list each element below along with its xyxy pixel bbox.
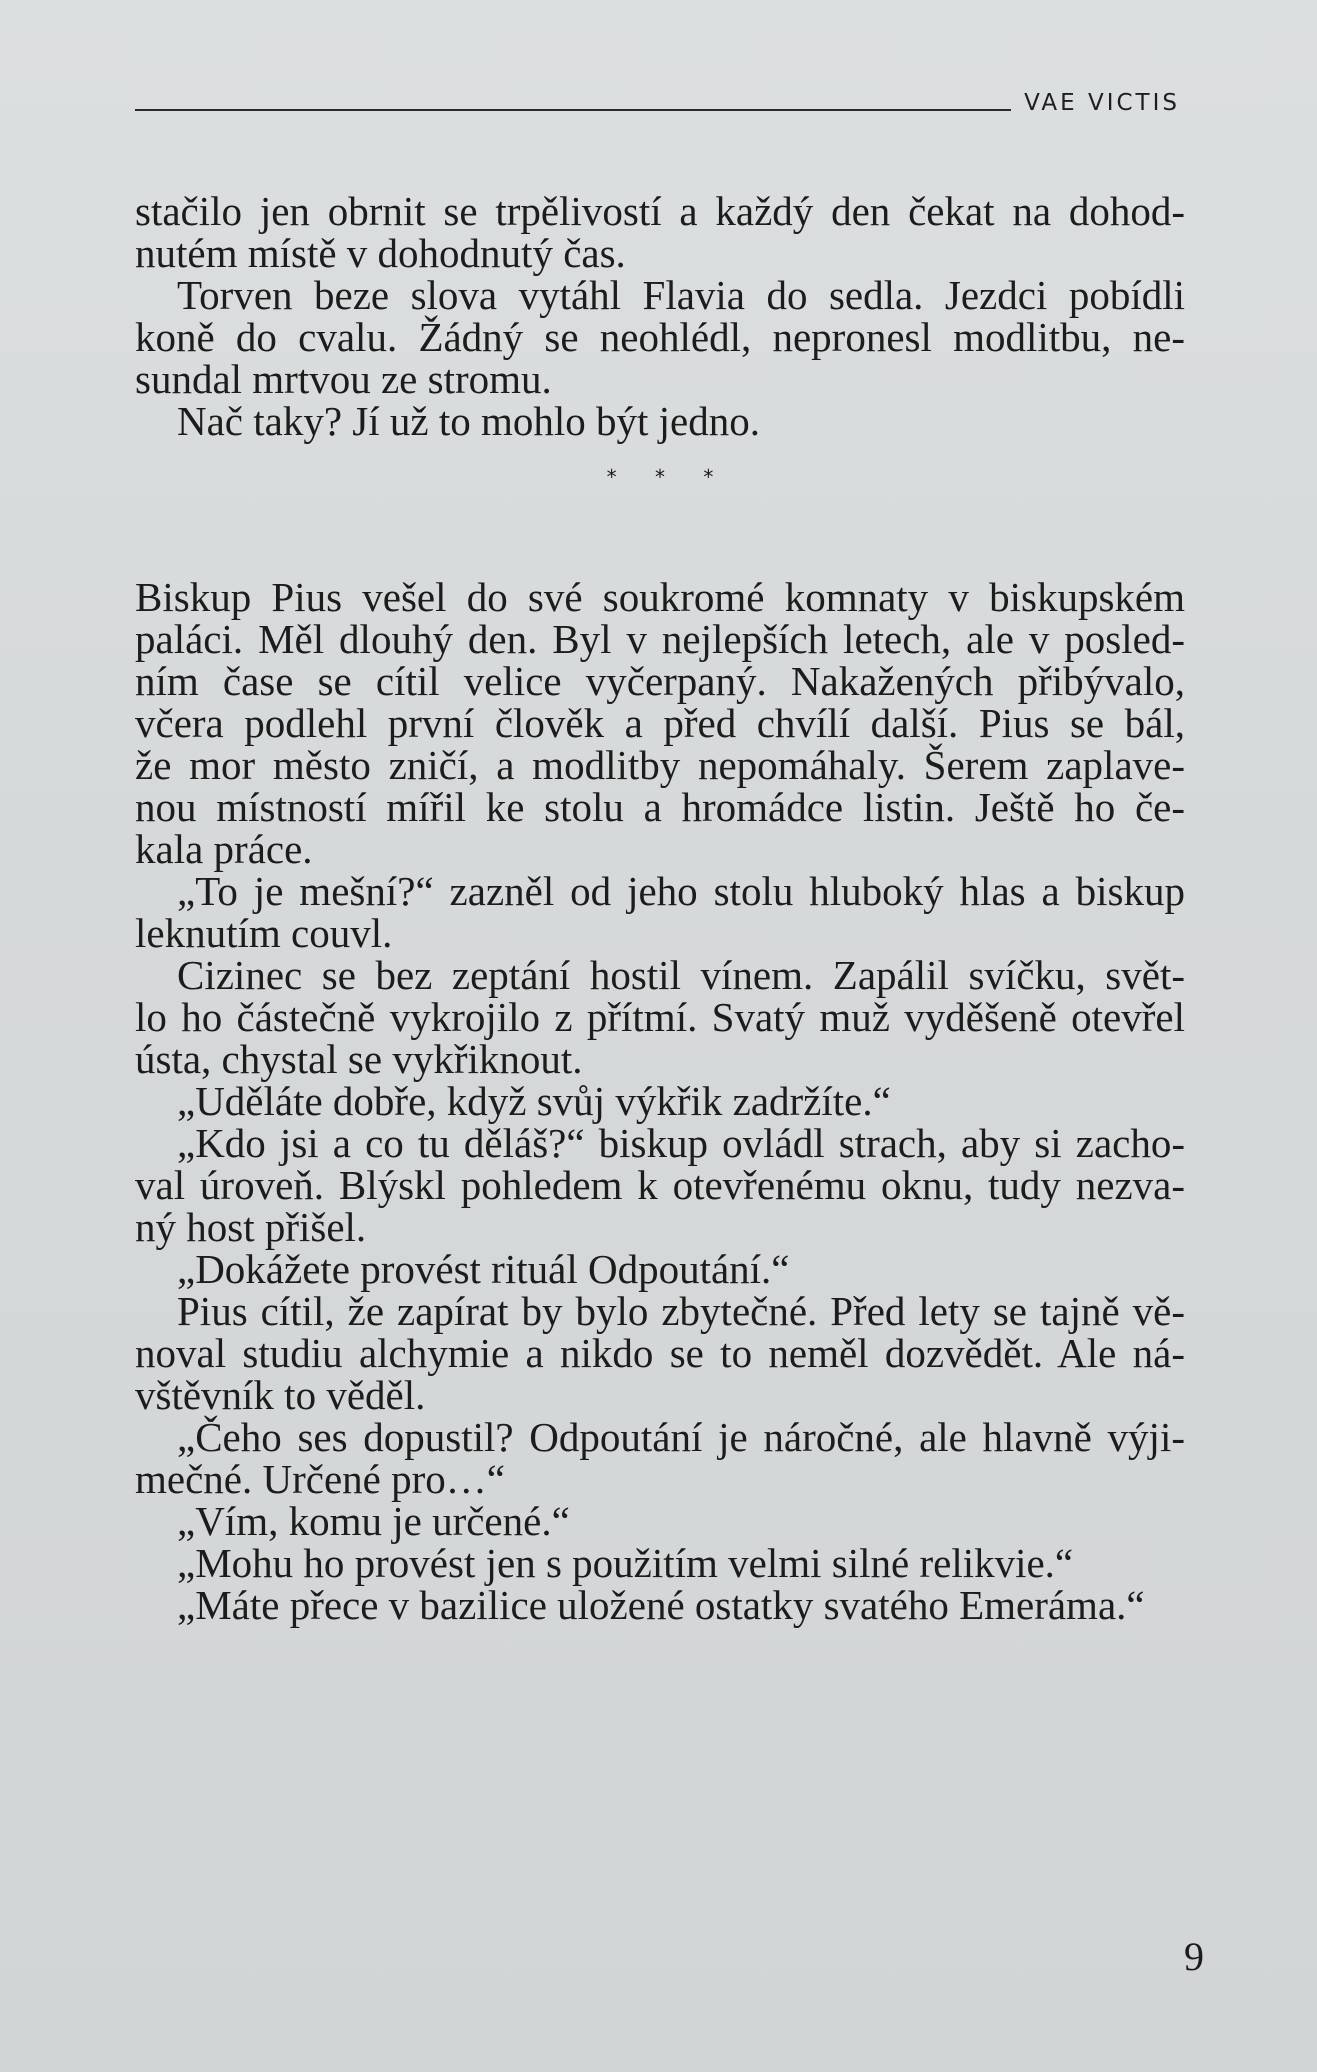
- text-line: kala práce.: [135, 826, 313, 872]
- text-line: paláci. Měl dlouhý den. Byl v nejlepších letech, ale v posled-: [135, 616, 1185, 662]
- text-line: koně do cvalu. Žádný se neohlédl, nepronesl modlitbu, ne-: [135, 314, 1185, 360]
- text-line: „Vím, komu je určené.“: [177, 1498, 570, 1544]
- text-line: „Dokážete provést rituál Odpoutání.“: [177, 1246, 790, 1292]
- page-number: 9: [1184, 1934, 1204, 1979]
- running-head: VAE VICTIS: [1024, 90, 1180, 116]
- text-line: val úroveň. Blýskl pohledem k otevřenému oknu, tudy nezva-: [135, 1162, 1185, 1208]
- section-two: [135, 576, 1185, 1626]
- section-one: [135, 190, 1185, 442]
- text-line: leknutím couvl.: [135, 910, 393, 956]
- text-line: „To je mešní?“ zazněl od jeho stolu hluboký hlas a biskup: [177, 868, 1185, 914]
- text-line: vštěvník to věděl.: [135, 1372, 426, 1418]
- text-line: nutém místě v dohodnutý čas.: [135, 230, 626, 276]
- text-line: „Mohu ho provést jen s použitím velmi silné relikvie.“: [177, 1540, 1074, 1586]
- body-text: [135, 190, 1185, 1626]
- text-line: „Čeho ses dopustil? Odpoutání je náročné, ale hlavně výji-: [177, 1414, 1185, 1460]
- text-line: ústa, chystal se vykřiknout.: [135, 1036, 583, 1082]
- section-separator: * * *: [606, 465, 730, 489]
- text-line: „Máte přece v bazilice uložené ostatky svatého Emeráma.“: [177, 1582, 1145, 1628]
- text-line: Nač taky? Jí už to mohlo být jedno.: [177, 398, 760, 444]
- text-line: ním čase se cítil velice vyčerpaný. Nakažených přibývalo,: [135, 658, 1185, 704]
- text-line: Biskup Pius vešel do své soukromé komnaty v biskupském: [135, 574, 1185, 620]
- text-line: lo ho částečně vykrojilo z přítmí. Svatý muž vyděšeně otevřel: [135, 994, 1185, 1040]
- text-line: Cizinec se bez zeptání hostil vínem. Zapálil svíčku, svět-: [177, 952, 1185, 998]
- text-line: Pius cítil, že zapírat by bylo zbytečné. Před lety se tajně vě-: [177, 1288, 1185, 1334]
- header-rule: [135, 109, 1011, 111]
- page-header: [135, 90, 1180, 122]
- text-line: včera podlehl první člověk a před chvílí další. Pius se bál,: [135, 700, 1185, 746]
- text-line: sundal mrtvou ze stromu.: [135, 356, 552, 402]
- text-line: stačilo jen obrnit se trpělivostí a každý den čekat na dohod-: [135, 188, 1185, 234]
- text-line: mečné. Určené pro…“: [135, 1456, 505, 1502]
- text-line: noval studiu alchymie a nikdo se to neměl dozvědět. Ale ná-: [135, 1330, 1185, 1376]
- text-line: že mor město zničí, a modlitby nepomáhaly. Šerem zaplave-: [135, 742, 1185, 788]
- text-line: nou místností mířil ke stolu a hromádce listin. Ještě ho če-: [135, 784, 1185, 830]
- text-line: „Uděláte dobře, když svůj výkřik zadržíte.“: [177, 1078, 891, 1124]
- text-line: ný host přišel.: [135, 1204, 367, 1250]
- text-line: Torven beze slova vytáhl Flavia do sedla. Jezdci pobídli: [177, 272, 1185, 318]
- text-line: „Kdo jsi a co tu děláš?“ biskup ovládl strach, aby si zacho-: [177, 1120, 1185, 1166]
